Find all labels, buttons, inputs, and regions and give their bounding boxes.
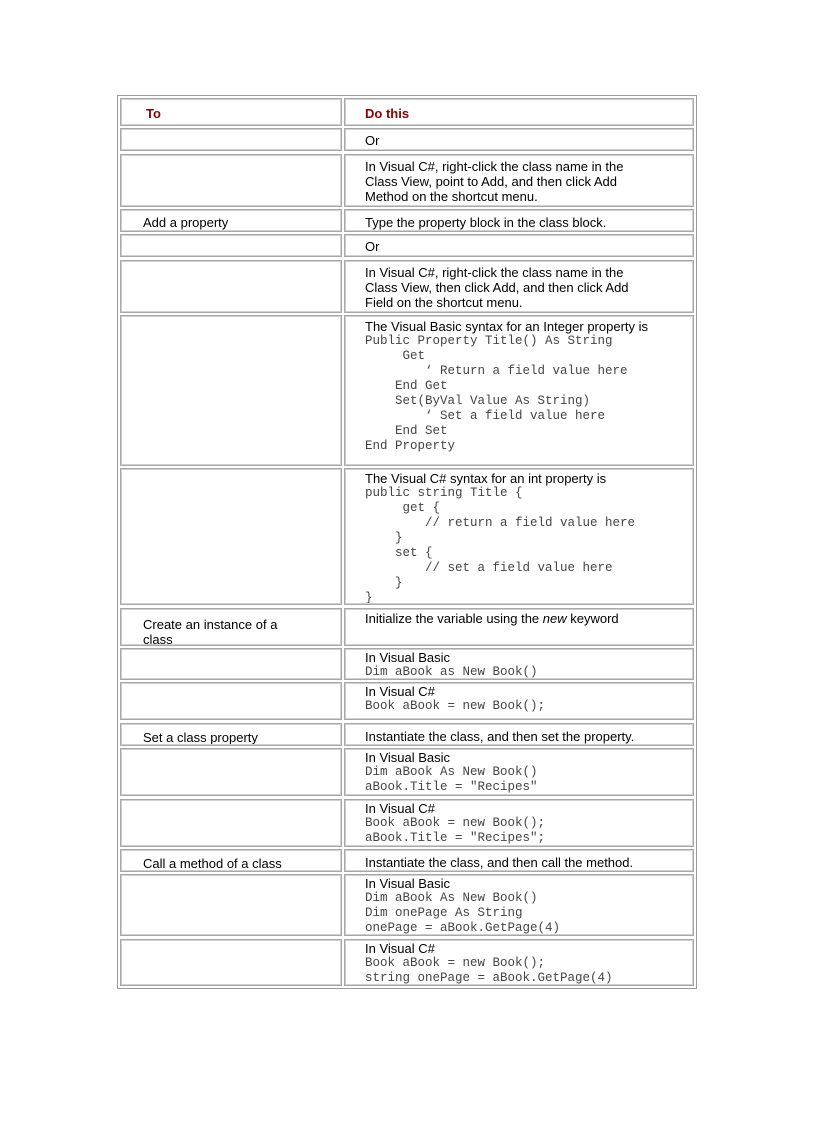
table-row-to — [120, 939, 342, 986]
column-header-to: To — [120, 98, 342, 126]
row-text: In Visual C# — [365, 940, 435, 956]
row-text: In Visual C#, right-click the class name in the Class View, then click Add, and then click Add Field on the shortcut menu. — [365, 264, 629, 310]
row-text: The Visual Basic syntax for an Integer property is — [365, 319, 649, 335]
code-block: Book aBook = new Book(); aBook.Title = "Recipes"; — [365, 815, 546, 845]
table-row-to: Set a class property — [120, 723, 342, 746]
table-row-do-this — [344, 939, 694, 986]
table-row-to — [120, 748, 342, 796]
row-text: Type the property block in the class block. — [365, 215, 607, 231]
table-row-do-this — [344, 260, 694, 313]
table-row-to — [120, 128, 342, 151]
row-text: The Visual C# syntax for an int property is — [365, 471, 607, 487]
table-row-to — [120, 468, 342, 605]
row-text: In Visual C# — [365, 800, 435, 816]
table-row-do-this — [344, 682, 694, 720]
code-block: Dim aBook As New Book() aBook.Title = "Recipes" — [365, 765, 538, 795]
table-row-do-this — [344, 209, 694, 232]
table-row-do-this — [344, 648, 694, 680]
row-text: In Visual C#, right-click the class name in the Class View, point to Add, and then click Add Method on the shortcut menu. — [365, 158, 624, 204]
table-row-to — [120, 608, 342, 646]
row-text: Or — [365, 239, 380, 255]
table-row-to — [120, 874, 342, 936]
code-block: public string Title { get { // return a field value here } set { // set a field value here } } — [365, 486, 636, 606]
reference-table — [117, 95, 697, 989]
row-text: Or — [365, 133, 380, 149]
column-header-do-this: Do this — [344, 98, 694, 126]
table-row-do-this — [344, 723, 694, 746]
table-row-do-this — [344, 468, 694, 605]
row-text: Instantiate the class, and then call the method. — [365, 854, 634, 870]
table-row-do-this — [344, 234, 694, 257]
row-text: In Visual Basic — [365, 650, 451, 666]
table-row-do-this — [344, 608, 694, 646]
table-row-to — [120, 648, 342, 680]
table-row-do-this — [344, 874, 694, 936]
code-block: Book aBook = new Book(); string onePage = aBook.GetPage(4) — [365, 955, 613, 985]
table-row-to: Add a property — [120, 209, 342, 232]
table-row-do-this — [344, 849, 694, 872]
row-text-after: keyword — [566, 610, 619, 626]
reference-table-grid — [120, 98, 694, 986]
table-row-to — [120, 799, 342, 847]
table-row-to — [120, 682, 342, 720]
row-to-text: Create an instance of a class — [143, 616, 278, 646]
table-row-do-this — [344, 128, 694, 151]
row-text: In Visual Basic — [365, 750, 451, 766]
table-row-do-this — [344, 315, 694, 466]
code-block: Dim aBook as New Book() — [365, 665, 538, 680]
row-text: In Visual C# — [365, 684, 435, 700]
table-row-to — [120, 260, 342, 313]
table-row-do-this — [344, 799, 694, 847]
table-row-do-this — [344, 154, 694, 207]
row-text-keyword: new — [542, 610, 567, 626]
table-row-do-this — [344, 748, 694, 796]
table-row-to — [120, 234, 342, 257]
code-block: Dim aBook As New Book() Dim onePage As String onePage = aBook.GetPage(4) — [365, 891, 561, 936]
table-row-to — [120, 154, 342, 207]
code-block: Book aBook = new Book(); — [365, 699, 546, 714]
table-row-to — [120, 315, 342, 466]
row-text: In Visual Basic — [365, 876, 451, 892]
table-row-to: Call a method of a class — [120, 849, 342, 872]
row-text: Instantiate the class, and then set the property. — [365, 728, 635, 744]
code-block: Public Property Title() As String Get ‘ Return a field value here End Get Set(ByVal Value As String) ‘ Set a field value here End Set End Property — [365, 334, 628, 454]
row-text-before: Initialize the variable using the — [365, 610, 543, 626]
